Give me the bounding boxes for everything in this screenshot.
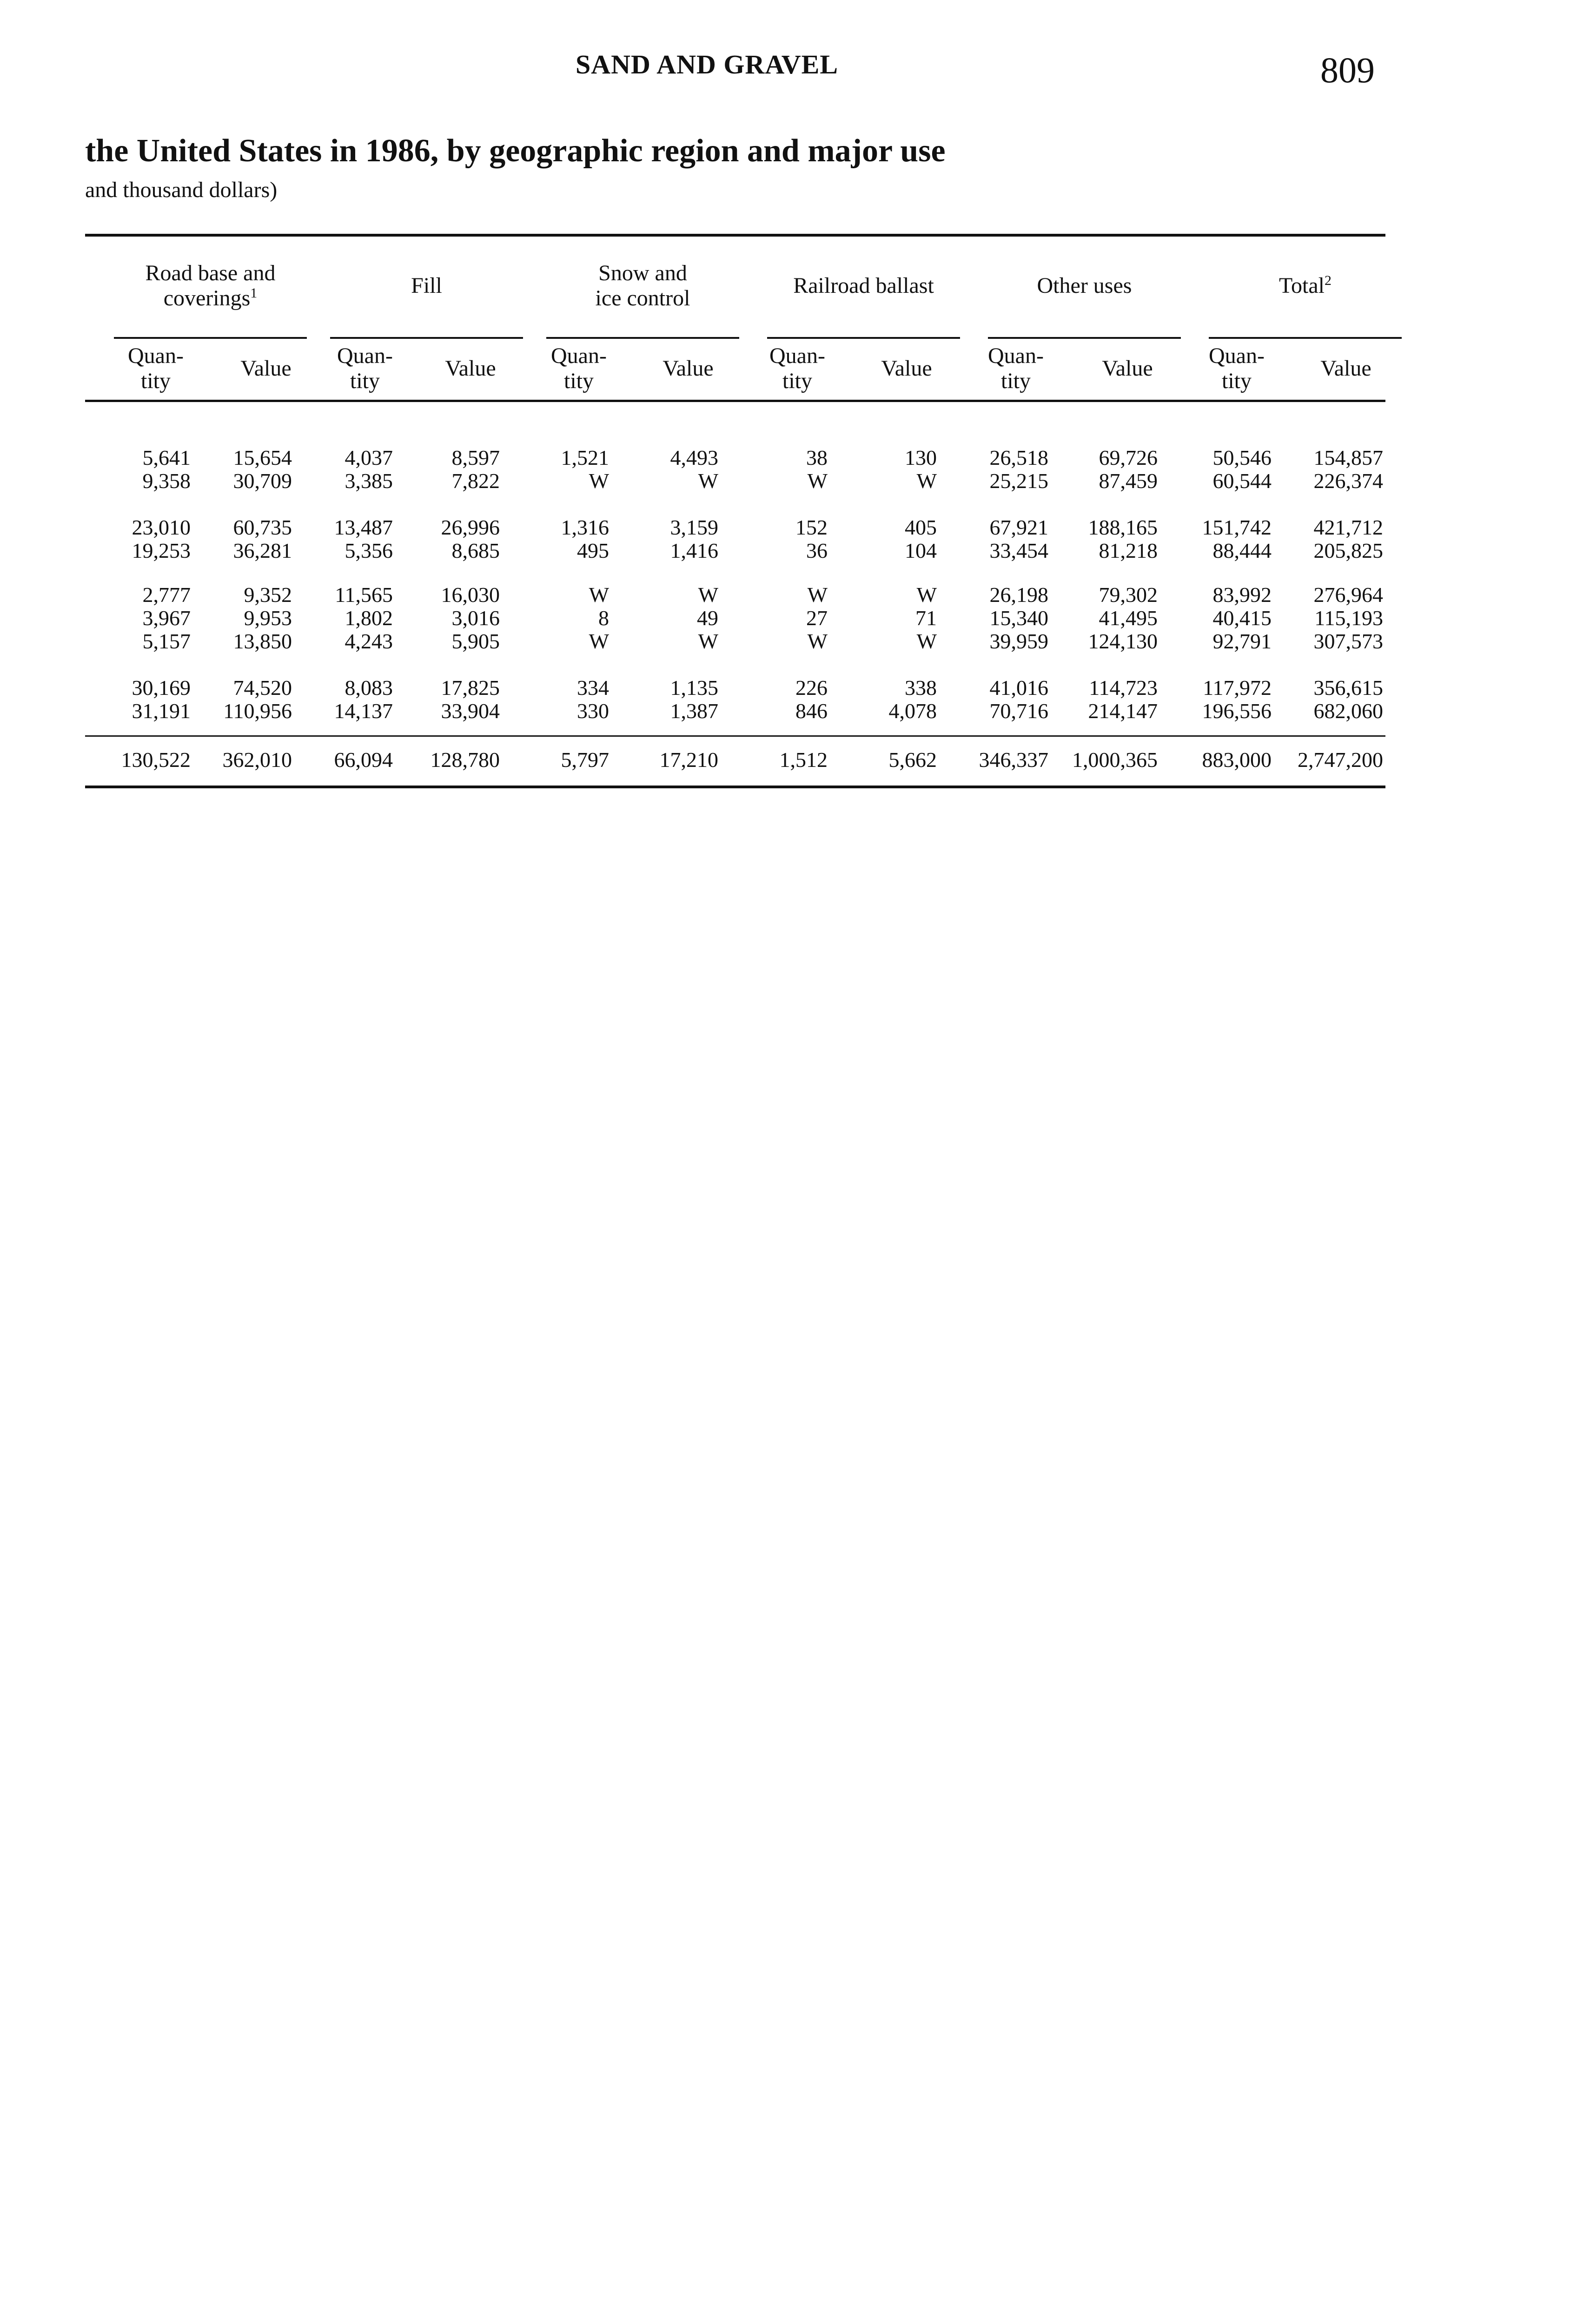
total-cell: 5,662 (888, 748, 937, 772)
table-cell: 152 (795, 515, 828, 539)
table-cell: 421,712 (1313, 515, 1383, 539)
table-cell: 71 (915, 606, 937, 630)
total-cell: 130,522 (121, 748, 191, 772)
table-cell: 1,521 (561, 446, 609, 469)
table-cell: 33,454 (989, 539, 1048, 562)
table-cell: 3,967 (142, 606, 191, 630)
table-cell: 9,953 (244, 606, 292, 630)
table-cell: 4,243 (344, 629, 393, 653)
table-cell: 67,921 (989, 515, 1048, 539)
table-cell: 26,996 (441, 515, 500, 539)
table-cell: 356,615 (1313, 676, 1383, 700)
table-cell: 27 (806, 606, 828, 630)
category-header (542, 253, 744, 318)
table-cell: 15,340 (989, 606, 1048, 630)
category-underline (330, 337, 523, 339)
table-subtitle: and thousand dollars) (85, 178, 278, 202)
column-header-value: Value (240, 356, 291, 381)
table-cell: 1,802 (344, 606, 393, 630)
table-cell: 1,135 (670, 676, 718, 700)
footnote-marker: 2 (1324, 273, 1332, 288)
table-cell: 26,198 (989, 583, 1048, 607)
column-header-quantity (314, 342, 416, 395)
category-header (325, 253, 528, 318)
table-cell: 87,459 (1099, 469, 1158, 493)
table-cell: 39,959 (989, 629, 1048, 653)
category-header (983, 253, 1186, 318)
table-cell: 330 (577, 699, 609, 723)
column-header-line: tity (1000, 368, 1031, 393)
table-cell: 110,956 (223, 699, 292, 723)
column-header-line: tity (1221, 368, 1252, 393)
table-cell: 11,565 (335, 583, 393, 607)
table-cell: 5,641 (142, 446, 191, 469)
category-header-line: Other uses (1037, 273, 1132, 298)
column-header-line: tity (140, 368, 171, 393)
table-cell: W (916, 469, 937, 493)
table-cell: 36,281 (233, 539, 292, 562)
category-underline (1209, 337, 1402, 339)
column-header-value: Value (881, 356, 932, 381)
column-header-value: Value (1320, 356, 1371, 381)
table-cell: W (698, 629, 718, 653)
table-cell: 4,493 (670, 446, 718, 469)
category-underline (114, 337, 307, 339)
category-underline (988, 337, 1181, 339)
table-cell: 31,191 (132, 699, 191, 723)
table-cell: 92,791 (1212, 629, 1272, 653)
table-cell: W (698, 469, 718, 493)
column-header-quantity (1186, 342, 1288, 395)
table-cell: W (807, 583, 828, 607)
page-number: 809 (1320, 50, 1375, 90)
column-header-value: Value (445, 356, 496, 381)
table-cell: 19,253 (132, 539, 191, 562)
table-cell: 5,356 (344, 539, 393, 562)
table-cell: 60,735 (233, 515, 292, 539)
column-header-value: Value (662, 356, 714, 381)
table-cell: 1,316 (561, 515, 609, 539)
total-cell: 66,094 (334, 748, 393, 772)
total-cell: 362,010 (222, 748, 292, 772)
table-cell: 8,685 (451, 539, 500, 562)
table-cell: 846 (795, 699, 828, 723)
table-cell: 60,544 (1212, 469, 1272, 493)
table-cell: 104 (905, 539, 937, 562)
table-cell: 226 (795, 676, 828, 700)
column-header-line: Quan- (128, 343, 184, 368)
total-cell: 2,747,200 (1298, 748, 1383, 772)
table-cell: 682,060 (1313, 699, 1383, 723)
table-cell: 405 (905, 515, 937, 539)
table-cell: 5,157 (142, 629, 191, 653)
table-cell: 79,302 (1099, 583, 1158, 607)
table-cell: 17,825 (441, 676, 500, 700)
column-header-quantity (528, 342, 630, 395)
category-header-line: Total$^2$ (1279, 273, 1332, 298)
table-cell: 33,904 (441, 699, 500, 723)
column-header-quantity (965, 342, 1067, 395)
table-cell: W (589, 583, 609, 607)
table-cell: 41,016 (989, 676, 1048, 700)
table-cell: 23,010 (132, 515, 191, 539)
table-cell: 50,546 (1212, 446, 1272, 469)
table-cell: 25,215 (989, 469, 1048, 493)
bottom-rule (85, 786, 1385, 788)
category-header-line: Railroad ballast (793, 273, 934, 298)
table-cell: 88,444 (1212, 539, 1272, 562)
table-cell: 115,193 (1314, 606, 1383, 630)
table-cell: W (807, 629, 828, 653)
column-header-value: Value (1102, 356, 1153, 381)
table-cell: 117,972 (1203, 676, 1272, 700)
table-cell: 38 (806, 446, 828, 469)
table-cell: 214,147 (1088, 699, 1158, 723)
running-head: SAND AND GRAVEL (576, 49, 839, 79)
table-cell: 13,850 (233, 629, 292, 653)
column-header-line: tity (563, 368, 594, 393)
category-header-line: Snow and (598, 261, 687, 285)
table-cell: 151,742 (1202, 515, 1272, 539)
category-header-line: coverings$^1$ (163, 285, 258, 310)
table-cell: 276,964 (1313, 583, 1383, 607)
table-cell: W (589, 629, 609, 653)
category-header-line: ice control (595, 286, 690, 310)
table-cell: 69,726 (1099, 446, 1158, 469)
total-cell: 1,512 (779, 748, 828, 772)
table-cell: 26,518 (989, 446, 1048, 469)
total-cell: 17,210 (659, 748, 718, 772)
table-cell: 15,654 (233, 446, 292, 469)
column-header-line: Quan- (1209, 343, 1265, 368)
table-cell: 9,358 (142, 469, 191, 493)
table-cell: 30,169 (132, 676, 191, 700)
table-cell: 30,709 (233, 469, 292, 493)
table-cell: 3,159 (670, 515, 718, 539)
table-cell: W (589, 469, 609, 493)
table-cell: 124,130 (1088, 629, 1158, 653)
column-header-line: Quan- (769, 343, 825, 368)
table-cell: 4,078 (888, 699, 937, 723)
category-header-line: Road base and (145, 261, 276, 285)
table-cell: 188,165 (1088, 515, 1158, 539)
table-cell: 196,556 (1202, 699, 1272, 723)
table-cell: 205,825 (1313, 539, 1383, 562)
table-cell: 74,520 (233, 676, 292, 700)
table-cell: 8,083 (344, 676, 393, 700)
table-cell: 9,352 (244, 583, 292, 607)
table-cell: 226,374 (1313, 469, 1383, 493)
table-cell: 8,597 (451, 446, 500, 469)
table-cell: 41,495 (1099, 606, 1158, 630)
table-cell: 114,723 (1089, 676, 1158, 700)
table-cell: 13,487 (334, 515, 393, 539)
table-cell: 49 (697, 606, 718, 630)
total-cell: 1,000,365 (1072, 748, 1158, 772)
category-header (762, 253, 965, 318)
table-cell: 83,992 (1212, 583, 1272, 607)
table-title: the United States in 1986, by geographic region and major use (85, 133, 946, 169)
table-cell: 495 (577, 539, 609, 562)
table-cell: 81,218 (1099, 539, 1158, 562)
table-cell: 14,137 (334, 699, 393, 723)
table-cell: 338 (905, 676, 937, 700)
footnote-marker: 1 (250, 285, 258, 301)
category-underline (546, 337, 739, 339)
table-cell: 8 (598, 606, 609, 630)
table-cell: 7,822 (451, 469, 500, 493)
table-cell: 307,573 (1313, 629, 1383, 653)
column-header-line: Quan- (988, 343, 1044, 368)
table-cell: W (698, 583, 718, 607)
table-cell: 70,716 (989, 699, 1048, 723)
column-header-quantity (746, 342, 848, 395)
category-header (109, 253, 311, 318)
table-cell: 154,857 (1313, 446, 1383, 469)
column-header-line: tity (350, 368, 380, 393)
table-cell: W (807, 469, 828, 493)
total-cell: 346,337 (979, 748, 1048, 772)
table-cell: 1,416 (670, 539, 718, 562)
category-header (1204, 253, 1406, 318)
table-cell: 1,387 (670, 699, 718, 723)
table-cell: 5,905 (451, 629, 500, 653)
table-cell: 334 (577, 676, 609, 700)
table-cell: 130 (905, 446, 937, 469)
total-cell: 883,000 (1202, 748, 1272, 772)
column-header-quantity (105, 342, 207, 395)
table-cell: 36 (806, 539, 828, 562)
table-cell: 2,777 (142, 583, 191, 607)
header-bottom-rule (85, 400, 1385, 402)
table-cell: 40,415 (1212, 606, 1272, 630)
table-cell: 3,385 (344, 469, 393, 493)
category-header-line: Fill (411, 273, 442, 298)
table-cell: 3,016 (451, 606, 500, 630)
top-rule (85, 234, 1385, 237)
column-header-line: Quan- (337, 343, 393, 368)
table-cell: W (916, 583, 937, 607)
table-cell: 16,030 (441, 583, 500, 607)
category-underline (767, 337, 960, 339)
table-cell: W (916, 629, 937, 653)
column-header-line: tity (782, 368, 812, 393)
column-header-line: Quan- (551, 343, 607, 368)
total-cell: 5,797 (561, 748, 609, 772)
table-cell: 4,037 (344, 446, 393, 469)
total-separator-rule (85, 735, 1385, 737)
total-cell: 128,780 (430, 748, 500, 772)
